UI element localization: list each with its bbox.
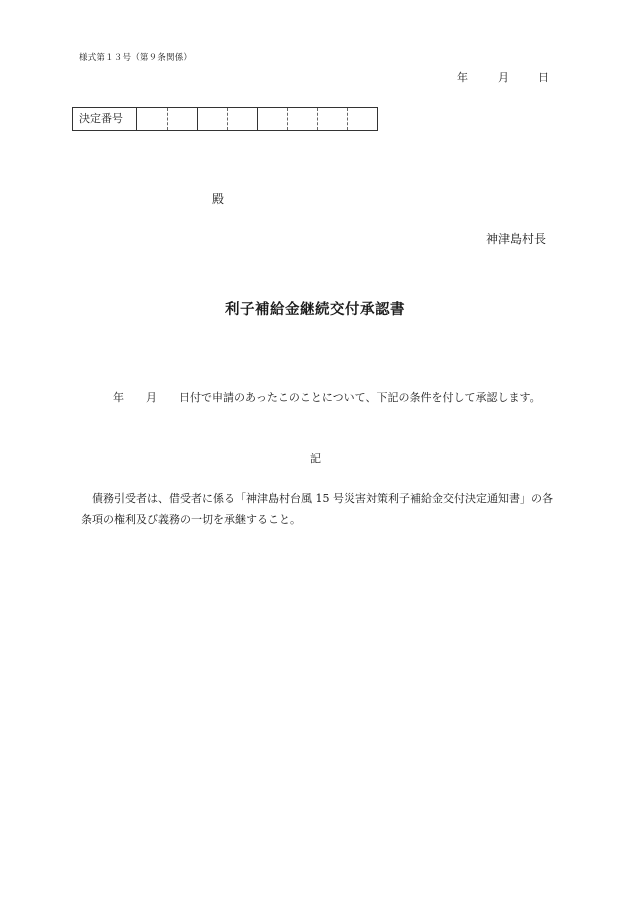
date-year-unit: 年	[457, 71, 468, 84]
issuer-name: 神津島村長	[486, 232, 547, 246]
statement-text: 日付で申請のあったこのことについて、下記の条件を付して承認します。	[179, 391, 541, 404]
decision-number-box	[72, 107, 378, 131]
addressee-honorific: 殿	[212, 192, 225, 206]
statement-year-unit: 年	[113, 391, 124, 404]
decision-number-label: 決定番号	[73, 108, 137, 130]
approval-statement	[81, 388, 555, 408]
condition-text: 債務引受者は、借受者に係る「神津島村台風 15 号災害対策利子補給金交付決定通知書」の各条項の権利及び義務の一切を承継すること。	[81, 492, 553, 526]
date-day-unit: 日	[538, 71, 549, 84]
digit-divider	[227, 108, 228, 130]
digit-divider	[317, 108, 318, 130]
statement-month-unit: 月	[146, 391, 157, 404]
approval-condition	[81, 488, 559, 530]
document-title: 利子補給金継続交付承認書	[225, 301, 405, 318]
date-month-unit: 月	[498, 71, 509, 84]
digit-divider	[347, 108, 348, 130]
digit-divider	[167, 108, 168, 130]
note-heading: 記	[310, 452, 321, 465]
digit-divider	[197, 108, 198, 130]
form-number-label: 様式第１３号（第９条関係）	[79, 53, 193, 63]
digit-divider	[257, 108, 258, 130]
digit-divider	[287, 108, 288, 130]
